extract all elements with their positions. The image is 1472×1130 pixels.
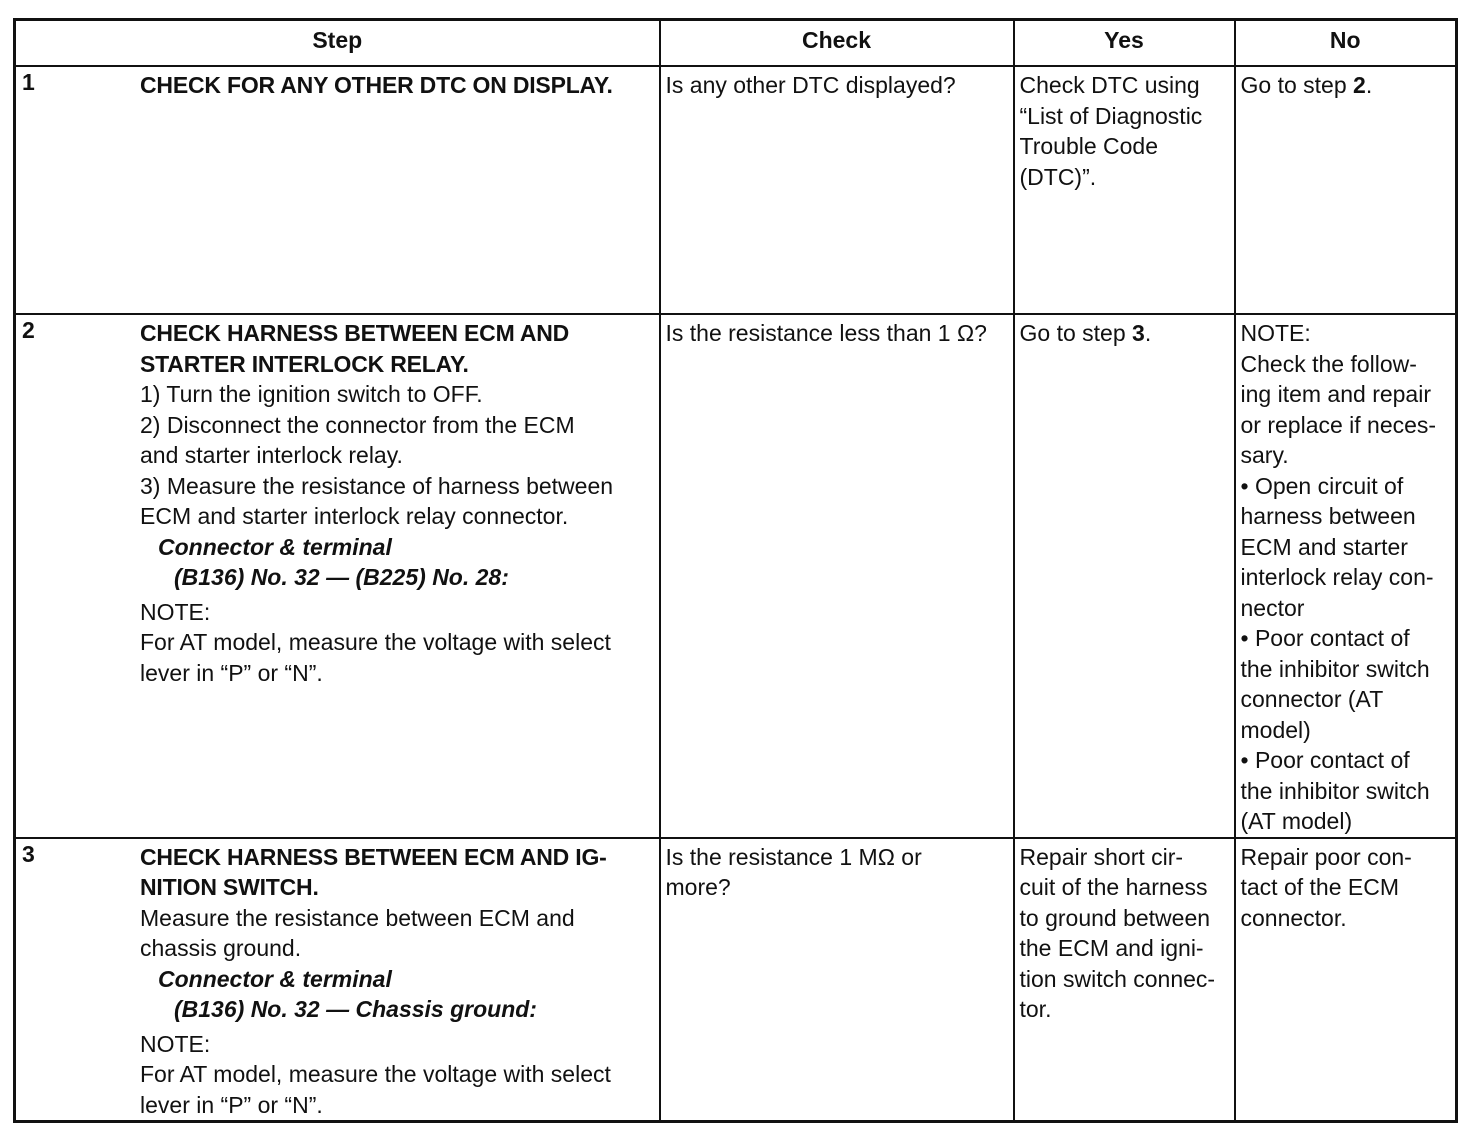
- step-cell: [15, 314, 660, 838]
- no-text-line: nector: [1240, 594, 1305, 621]
- note-text: lever in “P” or “N”.: [140, 659, 323, 686]
- note-text: For AT model, measure the voltage with select: [140, 629, 611, 655]
- header-step: Step: [15, 20, 660, 67]
- no-step-ref: 2: [1353, 72, 1366, 98]
- note-label: NOTE:: [140, 598, 211, 625]
- yes-text-line: Check DTC using: [1019, 72, 1200, 98]
- step-instruction: 3) Measure the resistance of harness between: [140, 472, 614, 499]
- no-text-line: Check the follow-: [1240, 350, 1417, 377]
- step-title: CHECK FOR ANY OTHER DTC ON DISPLAY.: [140, 72, 613, 98]
- no-cell: [1235, 314, 1457, 838]
- note-text: lever in “P” or “N”.: [140, 1091, 323, 1118]
- check-text: Is the resistance less than 1 Ω?: [665, 320, 987, 346]
- no-text-line: the inhibitor switch: [1240, 777, 1430, 804]
- yes-cell: [1014, 314, 1235, 838]
- yes-text-line: Trouble Code: [1019, 133, 1159, 159]
- yes-text-line: tion switch connec-: [1019, 965, 1216, 992]
- no-text-line: Repair poor con-: [1240, 843, 1412, 870]
- connector-value: (B136) No. 32 — Chassis ground:: [174, 996, 537, 1022]
- check-cell: [660, 66, 1014, 314]
- no-text-line: ing item and repair: [1240, 381, 1431, 407]
- step-title-line: CHECK HARNESS BETWEEN ECM AND: [140, 320, 570, 346]
- check-text-line: more?: [665, 874, 731, 900]
- no-cell: [1235, 838, 1457, 1122]
- no-text-line: • Open circuit of: [1240, 472, 1404, 499]
- no-text-line: tact of the ECM: [1240, 874, 1400, 900]
- step-instruction: and starter interlock relay.: [140, 442, 403, 468]
- header-no: No: [1235, 20, 1457, 67]
- yes-text-line: to ground between: [1019, 904, 1211, 931]
- header-check: Check: [660, 20, 1014, 67]
- step-instruction: ECM and starter interlock relay connector.: [140, 503, 569, 529]
- yes-text-line: “List of Diagnostic: [1019, 102, 1203, 129]
- check-cell: [660, 314, 1014, 838]
- no-text-line: NOTE:: [1240, 320, 1311, 346]
- no-text-line: harness between: [1240, 503, 1416, 529]
- table-row: [15, 66, 1457, 314]
- step-number: 3: [22, 840, 35, 867]
- yes-text: Go to step: [1019, 320, 1133, 346]
- yes-text-suffix: .: [1144, 320, 1152, 346]
- step-instruction: Measure the resistance between ECM and: [140, 904, 575, 931]
- step-number: 2: [22, 317, 35, 343]
- header-row: [15, 20, 1457, 67]
- yes-step-ref: 3: [1132, 320, 1145, 346]
- step-cell: [15, 838, 660, 1122]
- no-text-suffix: .: [1365, 72, 1373, 98]
- yes-text-line: the ECM and igni-: [1019, 935, 1204, 961]
- no-text-line: • Poor contact of: [1240, 747, 1410, 773]
- no-text: Go to step: [1240, 72, 1354, 98]
- connector-value: (B136) No. 32 — (B225) No. 28:: [174, 564, 509, 590]
- no-text-line: or replace if neces-: [1240, 411, 1437, 438]
- step-title-line: CHECK HARNESS BETWEEN ECM AND IG-: [140, 843, 607, 870]
- note-text: For AT model, measure the voltage with select: [140, 1061, 611, 1087]
- yes-text-line: Repair short cir-: [1019, 843, 1184, 870]
- no-cell: [1235, 66, 1457, 314]
- check-text: Is any other DTC displayed?: [665, 72, 956, 98]
- yes-cell: [1014, 66, 1235, 314]
- step-title-line: NITION SWITCH.: [140, 874, 319, 900]
- yes-text-line: tor.: [1019, 996, 1052, 1022]
- check-text-line: Is the resistance 1 MΩ or: [665, 843, 922, 870]
- no-text-line: model): [1240, 716, 1311, 743]
- step-instruction: 2) Disconnect the connector from the ECM: [140, 411, 575, 438]
- table-row: [15, 838, 1457, 1122]
- no-text-line: • Poor contact of: [1240, 625, 1410, 651]
- no-text-line: (AT model): [1240, 808, 1353, 834]
- check-cell: [660, 838, 1014, 1122]
- connector-label: Connector & terminal: [158, 533, 392, 560]
- no-text-line: connector.: [1240, 904, 1347, 931]
- no-text-line: the inhibitor switch: [1240, 655, 1430, 682]
- no-text-line: ECM and starter: [1240, 533, 1408, 560]
- table-row: [15, 314, 1457, 838]
- yes-cell: [1014, 838, 1235, 1122]
- note-label: NOTE:: [140, 1030, 211, 1057]
- yes-text-line: (DTC)”.: [1019, 163, 1097, 190]
- step-title-line: STARTER INTERLOCK RELAY.: [140, 350, 469, 377]
- diagnostic-table: [13, 18, 1458, 1123]
- step-instruction: 1) Turn the ignition switch to OFF.: [140, 381, 483, 407]
- step-instruction: chassis ground.: [140, 935, 302, 961]
- connector-label: Connector & terminal: [158, 965, 392, 992]
- header-yes: Yes: [1014, 20, 1235, 67]
- no-text-line: connector (AT: [1240, 686, 1384, 712]
- no-text-line: sary.: [1240, 442, 1289, 468]
- step-cell: [15, 66, 660, 314]
- no-text-line: interlock relay con-: [1240, 564, 1434, 590]
- yes-text-line: cuit of the harness: [1019, 874, 1208, 900]
- step-number: 1: [22, 69, 35, 95]
